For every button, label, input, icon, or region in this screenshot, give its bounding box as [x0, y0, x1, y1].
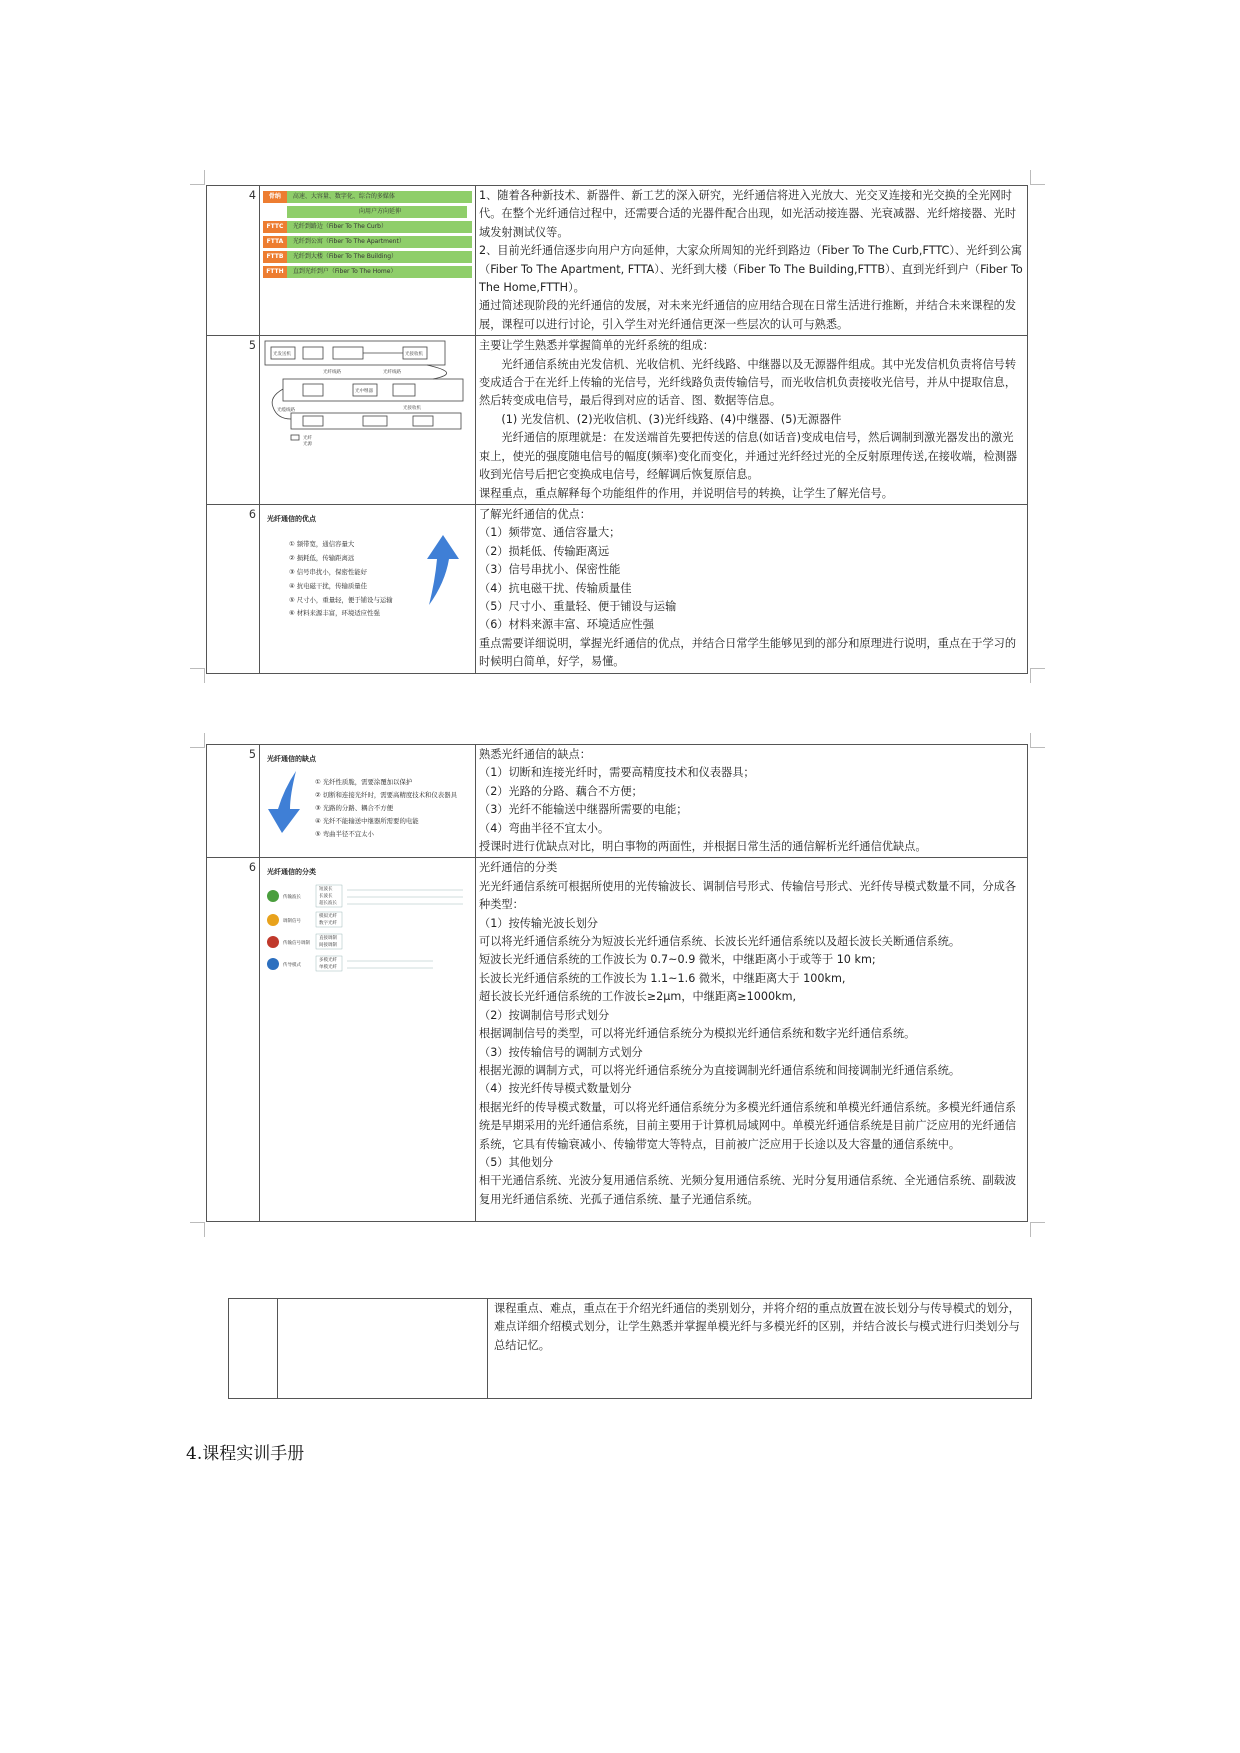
paragraph: 授课时进行优缺点对比，明白事物的两面性，并根据日常生活的通信解析光纤通信优缺点。	[479, 840, 927, 854]
row-number: 5	[207, 336, 260, 505]
fttx-bar	[263, 266, 472, 278]
category-item: 短波长	[319, 886, 333, 892]
list-item: ② 切断和连接光纤时，需要高精度技术和仪表器具	[315, 791, 457, 800]
table-row	[207, 858, 1028, 1222]
diagram-title: 光纤通信的缺点	[267, 755, 316, 763]
bar-label: 直到光纤到户（Fiber To The Home）	[287, 266, 472, 278]
crop-mark	[1030, 668, 1045, 683]
classification-diagram	[260, 858, 476, 1222]
category-item: 超长波长	[319, 900, 337, 906]
category-item: 长波长	[319, 893, 333, 899]
bar-tag: FTTC	[263, 221, 287, 233]
category-dot-icon	[267, 936, 279, 948]
table-row	[207, 745, 1028, 858]
paragraph: （2）光路的分路、藕合不方便；	[479, 784, 643, 798]
paragraph: （5）其他划分	[479, 1155, 554, 1169]
table-row	[207, 186, 1028, 336]
fttx-bar	[263, 191, 472, 203]
paragraph: 光纤通信系统由光发信机、光收信机、光纤线路、中继器以及无源器件组成。其中光发信机负责将信号转变成适合于在光纤上传输的光信号，光纤线路负责传输信号，而光收信机负责接收光信号，并从中提取信息，然后转变成电信号，最后得到对应的话音、图、数据等信息。	[479, 357, 1017, 408]
category-name: 传输波长	[283, 894, 301, 900]
paragraph: （4）按光纤传导模式数量划分	[479, 1082, 632, 1096]
paragraph: 短波长光纤通信系统的工作波长为 0.7~0.9 微米，中继距离小于或等于 10 km;	[479, 953, 876, 967]
paragraph: 熟悉光纤通信的缺点：	[479, 748, 591, 761]
arrow-up-icon	[425, 533, 461, 607]
paragraph: 长波长光纤通信系统的工作波长为 1.1~1.6 微米，中继距离大于 100km,	[479, 971, 846, 985]
paragraph: （1）频带宽、通信容量大；	[479, 526, 621, 540]
list-item: ⑤ 尺寸小，重量轻，便于铺设与运输	[289, 595, 393, 604]
diagram-label: 光纤线路	[323, 370, 341, 376]
classification-svg	[263, 882, 469, 978]
fttx-bar	[263, 206, 472, 218]
list-item: ① 光纤性质脆，需要涂覆加以保护	[315, 778, 413, 787]
paragraph: 2、目前光纤通信逐步向用户方向延伸，大家众所周知的光纤到路边（Fiber To The Curb,FTTC）、光纤到公寓（Fiber To The Apartment, FTTA）、光纤到大楼（Fiber To The Building,FTTB）、直到光纤到户（Fiber To The Home,FTTH）。	[479, 244, 1023, 295]
lesson-table-3	[228, 1298, 1032, 1399]
lesson-table-1	[206, 185, 1028, 674]
paragraph: 光纤通信的分类	[479, 861, 558, 875]
paragraph: 相干光通信系统、光波分复用通信系统、光频分复用通信系统、光时分复用通信系统、全光通信系统、副载波复用光纤通信系统、光孤子通信系统、量子光通信系统。	[479, 1174, 1017, 1206]
fttx-diagram	[260, 186, 476, 336]
paragraph: （3）光纤不能输送中继器所需要的电能；	[479, 803, 688, 817]
paragraph: 重点需要详细说明，掌握光纤通信的优点，并结合日常学生能够见到的部分和原理进行说明，重点在于学习的时候明白简单，好学，易懂。	[479, 636, 1017, 669]
category-item: 模拟光纤	[319, 913, 337, 919]
category-dot-icon	[267, 958, 279, 970]
diagram-label: 光接收机	[403, 406, 421, 412]
bar-label: 向用户方向延伸	[287, 206, 467, 218]
diagram-label: 光纤	[303, 436, 312, 442]
fttx-bar	[263, 251, 472, 263]
diagram-list	[315, 776, 472, 841]
category-name: 传输信号调制	[283, 940, 310, 946]
bar-tag: 骨纳	[263, 191, 287, 203]
paragraph: （1）切断和连接光纤时，需要高精度技术和仪表器具；	[479, 766, 755, 780]
crop-mark	[190, 733, 205, 748]
list-item: ④ 抗电磁干扰，传输质量佳	[289, 581, 368, 590]
paragraph: 课程重点、难点，重点在于介绍光纤通信的类别划分，并将介绍的重点放置在波长划分与传导模式的划分，难点详细介绍模式划分，让学生熟悉并掌握单模光纤与多模光纤的区别，并结合波长与模式进行归类划分与总结记忆。	[494, 1302, 1020, 1352]
row-text	[476, 186, 1028, 336]
crop-mark	[190, 1222, 205, 1237]
arrow-down-icon	[266, 769, 302, 835]
bar-tag: FTTB	[263, 251, 287, 263]
category-name: 调制信号	[283, 918, 301, 924]
list-item: ② 损耗低，传输距离远	[289, 554, 355, 563]
row-number: 6	[207, 504, 260, 673]
category-name: 传导模式	[283, 962, 301, 968]
diagram-label: 光源	[303, 442, 312, 448]
paragraph: 课程重点，重点解释每个功能组件的作用，并说明信号的转换，让学生了解光信号。	[479, 486, 893, 500]
category-item: 多模光纤	[319, 957, 337, 963]
paragraph: （5）尺寸小、重量轻、便于铺设与运输	[479, 599, 677, 613]
diagram-title: 光纤通信的分类	[267, 868, 316, 877]
row-text	[488, 1299, 1032, 1399]
row-text	[476, 504, 1028, 673]
crop-mark	[1030, 170, 1045, 185]
paragraph: (1) 光发信机、(2)光收信机、(3)光纤线路、(4)中继器、(5)无源器件	[501, 412, 842, 426]
list-item: ③ 信号串扰小，保密性能好	[289, 567, 368, 576]
category-item: 直接调制	[319, 935, 337, 941]
row-number: 6	[207, 858, 260, 1222]
category-dot-icon	[267, 914, 279, 926]
category-dot-icon	[267, 890, 279, 902]
paragraph: （1）按传输光波长划分	[479, 916, 598, 930]
diagram-label: 光中继器	[355, 389, 373, 395]
category-item: 数字光纤	[319, 920, 337, 926]
paragraph: 光纤通信的原理就是：在发送端首先要把传送的信息(如话音)变成电信号，然后调制到激光器发出的激光束上，使光的强度随电信号的幅度(频率)变化而变化，并通过光纤经过光的全反射原理传送,在接收端，检测器收到光信号后把它变换成电信号，经解调后恢复原信息。	[479, 431, 1018, 482]
disadvantages-diagram	[260, 745, 476, 858]
paragraph: 超长波长光纤通信系统的工作波长≥2μm，中继距离≥1000km,	[479, 990, 797, 1004]
paragraph: （6）材料来源丰富、环境适应性强	[479, 618, 654, 632]
fttx-bar	[263, 236, 472, 248]
paragraph: 了解光纤通信的优点：	[479, 507, 591, 521]
crop-mark	[1030, 733, 1045, 748]
fttx-bar	[263, 221, 472, 233]
fiber-system-diagram	[260, 336, 476, 505]
list-item: ④ 光纤不能输送中继器所需要的电能	[315, 817, 419, 826]
crop-mark	[190, 668, 205, 683]
diagram-label: 光接收机	[405, 352, 423, 358]
paragraph: 可以将光纤通信系统分为短波长光纤通信系统、长波长光纤通信系统以及超长波长关断通信系统。	[479, 935, 961, 949]
paragraph: 根据光源的调制方式，可以将光纤通信系统分为直接调制光纤通信系统和间接调制光纤通信系统。	[479, 1063, 961, 1077]
diagram-label: 光缆线路	[277, 408, 295, 414]
paragraph: 1、随着各种新技术、新器件、新工艺的深入研究，光纤通信将进入光放大、光交叉连接和光交换的全光网时代。在整个光纤通信过程中，还需要合适的光器件配合出现，如光活动接连器、光衰减器、光纤熔接器、光时域发射测试仪等。	[479, 189, 1017, 239]
bar-tag: FTTA	[263, 236, 287, 248]
table-row	[229, 1299, 1032, 1399]
diagram-label: 光发送机	[273, 352, 291, 358]
paragraph: 光光纤通信系统可根据所使用的光传输波长、调制信号形式、传输信号形式、光纤传导模式数量不同，分成各种类型：	[479, 879, 1017, 912]
category-item: 单模光纤	[319, 964, 337, 970]
section-heading: 4.课程实训手册	[186, 1444, 305, 1464]
crop-mark	[1030, 1222, 1045, 1237]
table-row	[207, 336, 1028, 505]
paragraph: 根据光纤的传导模式数量，可以将光纤通信系统分为多模光纤通信系统和单模光纤通信系统。多模光纤通信系统是早期采用的光纤通信系统，目前主要用于计算机局域网中。单模光纤通信系统是目前广泛应用的光纤通信系统，它具有传输衰减小、传输带宽大等特点，目前被广泛应用于长途以及大容量的通信系统中。	[479, 1100, 1017, 1151]
paragraph: （4）抗电磁干扰、传输质量佳	[479, 581, 632, 595]
paragraph: 主要让学生熟悉并掌握简单的光纤系统的组成：	[479, 339, 714, 353]
row-number: 5	[207, 745, 260, 858]
paragraph: （3）信号串扰小、保密性能	[479, 563, 621, 577]
diagram-label: 光纤线路	[383, 370, 401, 376]
bar-tag: FTTH	[263, 266, 287, 278]
paragraph: （2）按调制信号形式划分	[479, 1008, 610, 1022]
bar-label: 光纤到路边（Fiber To The Curb）	[287, 221, 472, 233]
advantages-diagram	[260, 504, 476, 673]
row-number: 4	[207, 186, 260, 336]
list-item: ① 频带宽，通信容量大	[289, 540, 355, 549]
paragraph: 通过简述现阶段的光纤通信的发展，对未来光纤通信的应用结合现在日常生活进行推断，并结合未来课程的发展，课程可以进行讨论，引入学生对光纤通信更深一些层次的认可与熟悉。	[479, 299, 1017, 331]
empty-cell	[229, 1299, 278, 1399]
empty-cell	[278, 1299, 488, 1399]
list-item: ③ 光路的分路、耦合不方便	[315, 804, 394, 813]
row-text	[476, 745, 1028, 858]
row-text	[476, 336, 1028, 505]
paragraph: （4）弯曲半径不宜太小。	[479, 821, 610, 835]
lesson-table-2	[206, 744, 1028, 1222]
bar-label: 高速、大容量、数字化、综合的多媒体	[287, 191, 472, 203]
bar-label: 光纤到大楼（Fiber To The Building）	[287, 251, 472, 263]
paragraph: （2）损耗低、传输距离远	[479, 544, 610, 558]
crop-mark	[190, 170, 205, 185]
list-item: ⑥ 材料来源丰富，环境适应性强	[289, 609, 380, 618]
bar-label: 光纤到公寓（Fiber To The Apartment）	[287, 236, 472, 248]
category-item: 间接调制	[319, 942, 337, 948]
paragraph: （3）按传输信号的调制方式划分	[479, 1045, 643, 1059]
table-row	[207, 504, 1028, 673]
paragraph: 根据调制信号的类型，可以将光纤通信系统分为模拟光纤通信系统和数字光纤通信系统。	[479, 1027, 916, 1041]
fiber-system-svg	[263, 337, 469, 447]
diagram-title: 光纤通信的优点	[267, 514, 316, 523]
list-item: ⑤ 弯曲半径不宜太小	[315, 830, 374, 839]
row-text	[476, 858, 1028, 1222]
